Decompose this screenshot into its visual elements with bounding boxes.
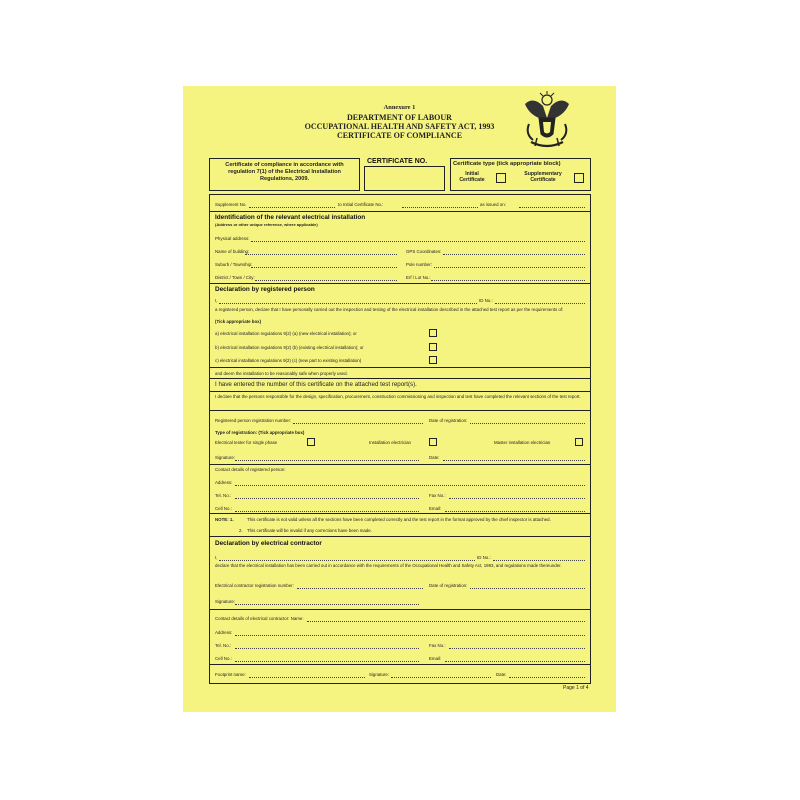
contact1-fax-field[interactable] (449, 498, 585, 499)
contact1-tel-field[interactable] (235, 498, 419, 499)
date-label: Date: (429, 455, 440, 460)
contractor-id-field[interactable] (493, 560, 585, 561)
installation-electrician-label: Installation electrician (369, 440, 411, 445)
footprint-signature-label: Signature: (369, 672, 390, 677)
divider (209, 664, 591, 665)
coat-of-arms-icon (519, 90, 575, 152)
contact2-address-label: Address: (215, 630, 233, 635)
option-c-checkbox[interactable] (429, 356, 437, 364)
contact2-address-field[interactable] (235, 635, 585, 636)
divider (209, 211, 591, 212)
signature-label: Signature: (215, 455, 236, 460)
contractor-i-label: I, (215, 555, 218, 560)
deem-text: and deem the installation to be reasonably safe when properly used. (215, 371, 348, 376)
contractor-date-label: Date of registration: (429, 583, 468, 588)
note-2-label: 2. (239, 528, 243, 533)
physical-address-label: Physical address: (215, 236, 250, 241)
registration-date-label: Date of registration: (429, 418, 468, 423)
initial-certificate-checkbox[interactable] (496, 173, 506, 183)
contact-contractor-title: Contact details of electrical contractor: Name: (215, 616, 304, 621)
building-name-label: Name of building: (215, 249, 250, 254)
declaration-i-label: I, (215, 298, 218, 303)
certificate-type-label: Certificate type (tick appropriate block) (453, 161, 561, 167)
declaration-name-field[interactable] (219, 303, 477, 304)
contact1-cell-label: Cell No.: (215, 506, 232, 511)
entered-text: I have entered the number of this certificate on the attached test report(s). (215, 381, 417, 388)
registration-number-label: Registered person registration number: (215, 418, 292, 423)
contractor-signature-field[interactable] (235, 604, 419, 605)
contractor-signature-label: Signature: (215, 599, 236, 604)
gps-label: GPS Coordinates: (406, 249, 442, 254)
divider (209, 367, 591, 368)
district-field[interactable] (255, 280, 397, 281)
contractor-body: declare that the electrical installation has been carried out in accordance with the requirements of the Occupational Health and Safety Act, 1993, and regulations made thereunder. (215, 563, 562, 568)
regulation-box (209, 158, 360, 191)
annexure-label: Annexure 1 (383, 104, 416, 111)
contact2-cell-label: Cell No.: (215, 656, 232, 661)
identification-title: Identification of the relevant electrical installation (215, 214, 366, 221)
declaration-body: a registered person, declare that I have personally carried out the inspection and testing of the electrical installation described in the attached test report as per the requirements of: (215, 307, 564, 312)
certificate-number-label: CERTIFICATE NO. (367, 158, 428, 165)
note-2-text: This certificate will be invalid if any corrections have been made. (247, 528, 372, 533)
gps-field[interactable] (443, 254, 585, 255)
option-a-checkbox[interactable] (429, 329, 437, 337)
initial-cert-no-label: to Initial Certificate No.: (338, 202, 384, 207)
signature-field[interactable] (235, 460, 419, 461)
certificate-number-box[interactable] (364, 166, 445, 191)
pole-number-label: Pole number: (406, 262, 433, 267)
regulation-text: Certificate of compliance in accordance with regulation 7(1) of the Electrical Installation Regulations, 2009. (225, 162, 344, 182)
contact2-fax-field[interactable] (449, 648, 585, 649)
contractor-name-field[interactable] (219, 560, 475, 561)
contact1-address-label: Address: (215, 480, 233, 485)
divider (209, 283, 591, 284)
divider (209, 410, 591, 411)
erf-label: Erf / Lot No.: (406, 275, 431, 280)
contact2-email-field[interactable] (445, 661, 585, 662)
master-electrician-label: Master installation electrician (494, 440, 551, 445)
date-field[interactable] (443, 460, 585, 461)
contact2-tel-field[interactable] (235, 648, 419, 649)
contact2-cell-field[interactable] (235, 661, 419, 662)
pole-number-field[interactable] (434, 267, 585, 268)
contractor-contact-name-field[interactable] (307, 621, 585, 622)
contractor-date-field[interactable] (470, 588, 585, 589)
certificate-type-box (450, 158, 591, 191)
contact1-email-label: Email: (429, 506, 442, 511)
contact1-fax-label: Fax No.: (429, 493, 446, 498)
footprint-name-field[interactable] (249, 677, 365, 678)
divider (209, 391, 591, 392)
footprint-date-field[interactable] (509, 677, 585, 678)
act-title: OCCUPATIONAL HEALTH AND SAFETY ACT, 1993 (304, 122, 495, 131)
initial-certificate-label: Initial Certificate (459, 171, 485, 183)
option-b-checkbox[interactable] (429, 343, 437, 351)
initial-cert-no-field[interactable] (402, 207, 478, 208)
single-phase-label: Electrical tester for single phase (215, 440, 278, 445)
department-title: DEPARTMENT OF LABOUR (347, 113, 452, 122)
supplement-no-label: Supplement No. (215, 202, 247, 207)
option-b-label: b) electrical installation regulations 9(2) (b) (existing electrical installation); or (215, 345, 364, 350)
registration-date-field[interactable] (470, 423, 585, 424)
divider (209, 536, 591, 537)
registration-type-label: Type of registration: (Tick appropriate box) (215, 430, 305, 435)
contractor-id-label: ID No.: (477, 555, 491, 560)
declaration-id-label: ID No.: (479, 298, 493, 303)
declaration-title: Declaration by registered person (215, 286, 315, 293)
option-c-label: c) electrical installation regulations 9(2) (c) (new part to existing installation) (215, 358, 362, 363)
contact-registered-title: Contact details of registered person: (215, 467, 286, 472)
contractor-title: Declaration by electrical contractor (215, 540, 322, 547)
responsible-text: I declare that the persons responsible for the design, specification, procurement, construction commissioning and inspection and test have completed the relevant sections of the test report. (215, 394, 581, 399)
physical-address-field[interactable] (251, 241, 585, 242)
footprint-name-label: Footprint name: (215, 672, 246, 677)
contractor-reg-field[interactable] (297, 588, 423, 589)
suburb-field[interactable] (251, 267, 397, 268)
divider (209, 609, 591, 610)
contact2-tel-label: Tel. No.: (215, 643, 232, 648)
contact2-fax-label: Fax No.: (429, 643, 446, 648)
contact1-tel-label: Tel. No.: (215, 493, 232, 498)
supplement-no-field[interactable] (249, 207, 335, 208)
installation-electrician-checkbox[interactable] (429, 438, 437, 446)
contact1-cell-field[interactable] (235, 511, 419, 512)
master-electrician-checkbox[interactable] (575, 438, 583, 446)
certificate-page (183, 86, 616, 712)
district-label: District / Town / City: (215, 275, 255, 280)
note-label: NOTE: 1. (215, 517, 234, 522)
issued-on-field[interactable] (519, 207, 585, 208)
declaration-id-field[interactable] (495, 303, 585, 304)
page-number: Page 1 of 4 (563, 685, 589, 691)
supplementary-certificate-label: Supplementary Certificate (524, 171, 562, 183)
divider (209, 513, 591, 514)
footprint-signature-field[interactable] (391, 677, 491, 678)
contact1-email-field[interactable] (445, 511, 585, 512)
suburb-label: Suburb / Township: (215, 262, 253, 267)
divider (209, 464, 591, 465)
contractor-reg-label: Electrical contractor registration number: (215, 583, 294, 588)
declaration-tick-label: (Tick appropriate box) (215, 319, 262, 324)
building-name-field[interactable] (245, 254, 397, 255)
contact2-email-label: Email: (429, 656, 442, 661)
erf-field[interactable] (431, 280, 585, 281)
option-a-label: a) electrical installation regulations 9(2) (a) (new electrical installation); or (215, 331, 357, 336)
identification-subtitle: (Address or other unique reference, where applicable) (215, 222, 318, 227)
single-phase-checkbox[interactable] (307, 438, 315, 446)
registration-number-field[interactable] (293, 423, 423, 424)
footprint-date-label: Date: (496, 672, 507, 677)
certificate-title: CERTIFICATE OF COMPLIANCE (336, 131, 463, 140)
divider (209, 378, 591, 379)
issued-on-label: as issued on: (480, 202, 506, 207)
note-1-text: This certificate is not valid unless all the sections have been completed correctly and the test report in the format approved by the chief inspector is attached. (247, 517, 551, 522)
contact1-address-field[interactable] (235, 485, 585, 486)
supplementary-certificate-checkbox[interactable] (574, 173, 584, 183)
